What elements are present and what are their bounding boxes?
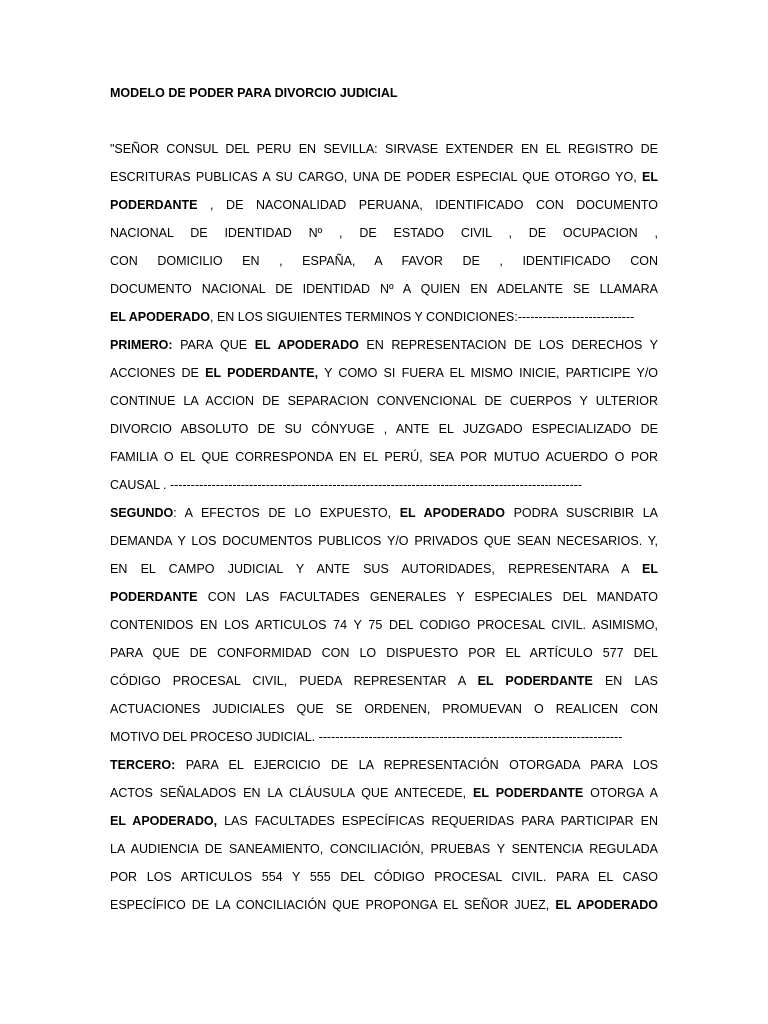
bold-text: PODERDANTE <box>110 590 198 604</box>
line-text: MOTIVO DEL PROCESO JUDICIAL. ------------------------------------------------------------------------- <box>110 730 623 744</box>
line-text: ACTOS SEÑALADOS EN LA CLÁUSULA QUE ANTECEDE, <box>110 786 474 800</box>
document-title: MODELO DE PODER PARA DIVORCIO JUDICIAL <box>110 86 398 100</box>
bold-text: TERCERO: <box>110 758 176 772</box>
bold-text: EL APODERADO <box>555 898 658 912</box>
bold-text: EL APODERADO <box>254 338 359 352</box>
document-line <box>110 729 658 745</box>
line-text: DIVORCIO ABSOLUTO DE SU CÓNYUGE , ANTE EL JUZGADO ESPECIALIZADO DE <box>110 422 658 436</box>
bold-text: EL APODERADO, <box>110 814 218 828</box>
line-text: LAS FACULTADES ESPECÍFICAS REQUERIDAS PARA PARTICIPAR EN <box>217 814 658 828</box>
document-line <box>110 617 658 633</box>
bold-text: EL APODERADO <box>399 506 505 520</box>
document-line <box>110 449 658 465</box>
line-text: NACIONAL DE IDENTIDAD Nº , DE ESTADO CIVIL , DE OCUPACION , <box>110 226 658 240</box>
line-text: POR LOS ARTICULOS 554 Y 555 DEL CÓDIGO PROCESAL CIVIL. PARA EL CASO <box>110 870 658 884</box>
document-line <box>110 309 658 325</box>
document-line <box>110 281 658 297</box>
document-line <box>110 785 658 801</box>
line-text: DOCUMENTO NACIONAL DE IDENTIDAD Nº A QUIEN EN ADELANTE SE LLAMARA <box>110 282 658 296</box>
line-text: PARA QUE DE CONFORMIDAD CON LO DISPUESTO POR EL ARTÍCULO 577 DEL <box>110 646 658 660</box>
bold-text: PODERDANTE <box>110 198 198 212</box>
line-text: CONTINUE LA ACCION DE SEPARACION CONVENCIONAL DE CUERPOS Y ULTERIOR <box>110 394 658 408</box>
line-text: CON DOMICILIO EN , ESPAÑA, A FAVOR DE , IDENTIFICADO CON <box>110 254 658 268</box>
bold-text: PRIMERO: <box>110 338 173 352</box>
bold-text: EL <box>642 562 658 576</box>
line-text: "SEÑOR CONSUL DEL PERU EN SEVILLA: SIRVASE EXTENDER EN EL REGISTRO DE <box>110 142 658 156</box>
document-line <box>110 533 658 549</box>
bold-text: EL <box>642 170 658 184</box>
line-text: EN EL CAMPO JUDICIAL Y ANTE SUS AUTORIDADES, REPRESENTARA A <box>110 562 643 576</box>
line-text: Y COMO SI FUERA EL MISMO INICIE, PARTICIPE Y/O <box>318 366 658 380</box>
line-text: PARA QUE <box>172 338 255 352</box>
document-line <box>110 561 658 577</box>
line-text: ACTUACIONES JUDICIALES QUE SE ORDENEN, PROMUEVAN O REALICEN CON <box>110 702 658 716</box>
bold-text: SEGUNDO <box>110 506 174 520</box>
document-line <box>110 169 658 185</box>
line-text: ACCIONES DE <box>110 366 206 380</box>
bold-text: EL PODERDANTE <box>477 674 593 688</box>
document-line <box>110 365 658 381</box>
line-text: CÓDIGO PROCESAL CIVIL, PUEDA REPRESENTAR A <box>110 674 478 688</box>
document-line <box>110 841 658 857</box>
line-text: ESCRITURAS PUBLICAS A SU CARGO, UNA DE PODER ESPECIAL QUE OTORGO YO, <box>110 170 643 184</box>
line-text: EN LAS <box>592 674 658 688</box>
document-line <box>110 645 658 661</box>
line-text: OTORGA A <box>583 786 658 800</box>
line-text: FAMILIA O EL QUE CORRESPONDA EN EL PERÚ, SEA POR MUTUO ACUERDO O POR <box>110 450 658 464</box>
bold-text: EL PODERDANTE <box>473 786 584 800</box>
document-line <box>110 141 658 157</box>
document-line <box>110 757 658 773</box>
bold-text: EL PODERDANTE, <box>205 366 319 380</box>
document-line <box>110 393 658 409</box>
document-line <box>110 869 658 885</box>
line-text: CON LAS FACULTADES GENERALES Y ESPECIALES DEL MANDATO <box>197 590 658 604</box>
line-text: PODRA SUSCRIBIR LA <box>504 506 658 520</box>
document-line <box>110 337 658 353</box>
document-line <box>110 421 658 437</box>
document-line <box>110 477 658 493</box>
bold-text: EL APODERADO <box>110 310 211 324</box>
document-line <box>110 673 658 689</box>
document-line <box>110 589 658 605</box>
line-text: CAUSAL . --------------------------------------------------------------------------------------------------- <box>110 478 583 492</box>
document-line <box>110 225 658 241</box>
line-text: EN REPRESENTACION DE LOS DERECHOS Y <box>358 338 658 352</box>
line-text: , EN LOS SIGUIENTES TERMINOS Y CONDICIONES:---------------------------- <box>210 310 635 324</box>
line-text: DEMANDA Y LOS DOCUMENTOS PUBLICOS Y/O PRIVADOS QUE SEAN NECESARIOS. Y, <box>110 534 658 548</box>
line-text: ESPECÍFICO DE LA CONCILIACIÓN QUE PROPONGA EL SEÑOR JUEZ, <box>110 898 556 912</box>
line-text: PARA EL EJERCICIO DE LA REPRESENTACIÓN OTORGADA PARA LOS <box>175 758 658 772</box>
line-text: CONTENIDOS EN LOS ARTICULOS 74 Y 75 DEL CODIGO PROCESAL CIVIL. ASIMISMO, <box>110 618 658 632</box>
document-line <box>110 505 658 521</box>
document-line <box>110 197 658 213</box>
line-text: , DE NACONALIDAD PERUANA, IDENTIFICADO CON DOCUMENTO <box>197 198 658 212</box>
document-line <box>110 701 658 717</box>
document-line <box>110 897 658 913</box>
line-text: : A EFECTOS DE LO EXPUESTO, <box>173 506 400 520</box>
document-line <box>110 253 658 269</box>
line-text: LA AUDIENCIA DE SANEAMIENTO, CONCILIACIÓN, PRUEBAS Y SENTENCIA REGULADA <box>110 842 658 856</box>
document-line <box>110 813 658 829</box>
